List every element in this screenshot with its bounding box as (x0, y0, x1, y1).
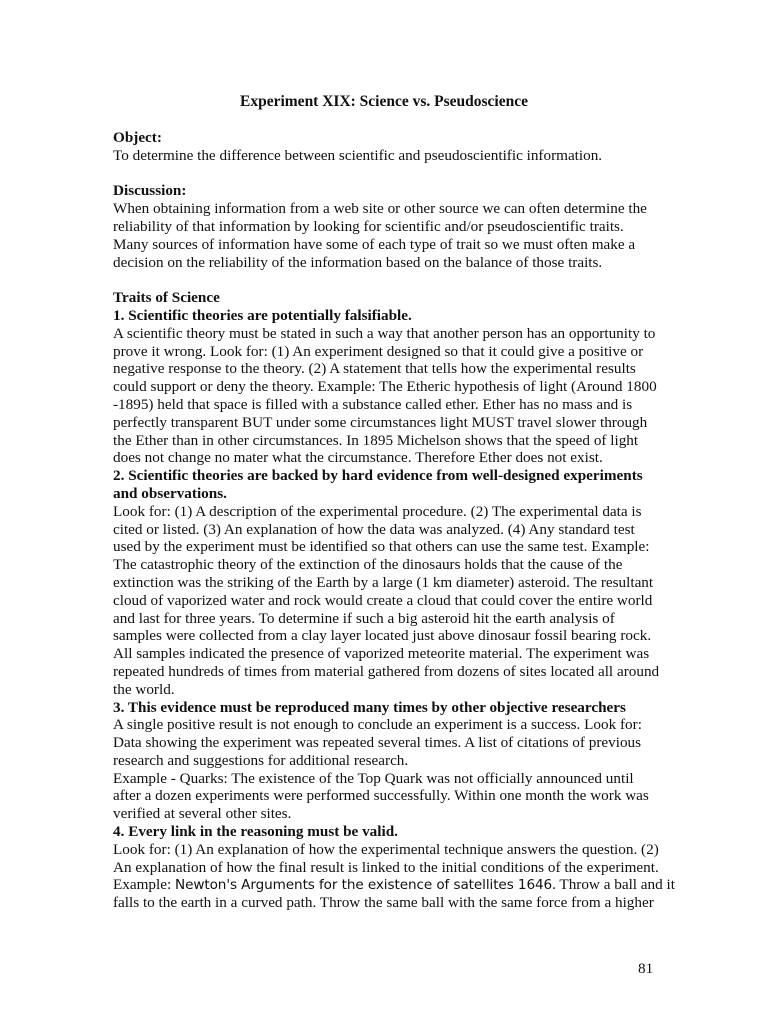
discussion-heading: Discussion: (113, 182, 187, 200)
trait-4-line: Look for: (1) An explanation of how the experimental technique answers the question. (2) (113, 840, 659, 858)
example-suffix: . Throw a ball and it (552, 876, 675, 894)
spacer (113, 165, 673, 183)
trait-3-line: Example - Quarks: The existence of the Top Quark was not officially announced until (113, 769, 634, 787)
document-body (113, 129, 673, 912)
trait-2-line: All samples indicated the presence of vaporized meteorite material. The experiment was (113, 645, 650, 663)
trait-4-line: An explanation of how the final result is linked to the initial conditions of the experiment. (113, 858, 659, 876)
trait-2-line: the world. (113, 680, 175, 698)
trait-2-heading-cont: and observations. (113, 484, 227, 502)
spacer (113, 271, 673, 289)
example-font-change: Newton's Arguments for the existence of satellites 1646 (175, 877, 553, 894)
page-title: Experiment XIX: Science vs. Pseudoscience (240, 93, 528, 110)
trait-1-line: A scientific theory must be stated in such a way that another person has an opportunity to (113, 324, 656, 342)
trait-2-line: The catastrophic theory of the extinction of the dinosaurs holds that the cause of the (113, 556, 623, 574)
trait-4-line: falls to the earth in a curved path. Throw the same ball with the same force from a higher (113, 894, 654, 912)
trait-3-line: after a dozen experiments were performed successfully. Within one month the work was (113, 787, 649, 805)
trait-2-line: cited or listed. (3) An explanation of how the data was analyzed. (4) Any standard test (113, 520, 635, 538)
trait-4-example-line (113, 876, 673, 894)
trait-2-line: Look for: (1) A description of the experimental procedure. (2) The experimental data is (113, 502, 642, 520)
trait-2-line: cloud of vaporized water and rock would create a cloud that could cover the entire world (113, 591, 653, 609)
trait-1-line: perfectly transparent BUT under some circumstances light MUST travel slower through (113, 413, 648, 431)
discussion-line: When obtaining information from a web site or other source we can often determine the (113, 200, 647, 218)
trait-3-line: A single positive result is not enough to conclude an experiment is a success. Look for: (113, 716, 642, 734)
object-text: To determine the difference between scientific and pseudoscientific information. (113, 146, 603, 164)
trait-1-line: the Ether than in other circumstances. In 1895 Michelson shows that the speed of light (113, 431, 639, 449)
trait-3-heading: 3. This evidence must be reproduced many times by other objective researchers (113, 698, 626, 716)
trait-3-line: research and suggestions for additional research. (113, 751, 409, 769)
object-heading: Object: (113, 129, 162, 146)
trait-1-heading: 1. Scientific theories are potentially falsifiable. (113, 306, 412, 324)
example-prefix: Example: (113, 876, 175, 894)
trait-2-line: samples were collected from a clay layer located just above dinosaur fossil bearing rock. (113, 627, 652, 645)
trait-1-line: negative response to the theory. (2) A statement that tells how the experimental results (113, 360, 636, 378)
trait-2-line: repeated hundreds of times from material gathered from dozens of sites located all around (113, 662, 660, 680)
discussion-line: decision on the reliability of the information based on the balance of those traits. (113, 253, 603, 271)
trait-1-line: -1895) held that space is filled with a substance called ether. Ether has no mass and is (113, 395, 633, 413)
trait-2-line: used by the experiment must be identified so that others can use the same test. Example: (113, 538, 650, 556)
trait-2-line: and last for three years. To determine if such a big asteroid hit the earth analysis of (113, 609, 615, 627)
trait-3-line: Data showing the experiment was repeated several times. A list of citations of previous (113, 734, 642, 752)
trait-3-line: verified at several other sites. (113, 805, 292, 823)
trait-2-heading: 2. Scientific theories are backed by hard evidence from well-designed experiments (113, 467, 643, 485)
page-number: 81 (638, 960, 654, 977)
trait-1-line: prove it wrong. Look for: (1) An experiment designed so that it could give a positive or (113, 342, 644, 360)
discussion-line: Many sources of information have some of each type of trait so we must often make a (113, 235, 636, 253)
trait-2-line: extinction was the striking of the Earth by a large (1 km diameter) asteroid. The resultant (113, 573, 654, 591)
trait-4-heading: 4. Every link in the reasoning must be valid. (113, 823, 398, 841)
trait-1-line: could support or deny the theory. Example: The Etheric hypothesis of light (Around 1800 (113, 378, 657, 396)
trait-1-line: does not change no mater what the circumstance. Therefore Ether does not exist. (113, 449, 603, 467)
discussion-line: reliability of that information by looking for scientific and/or pseudoscientific traits. (113, 217, 624, 235)
traits-heading: Traits of Science (113, 289, 220, 307)
